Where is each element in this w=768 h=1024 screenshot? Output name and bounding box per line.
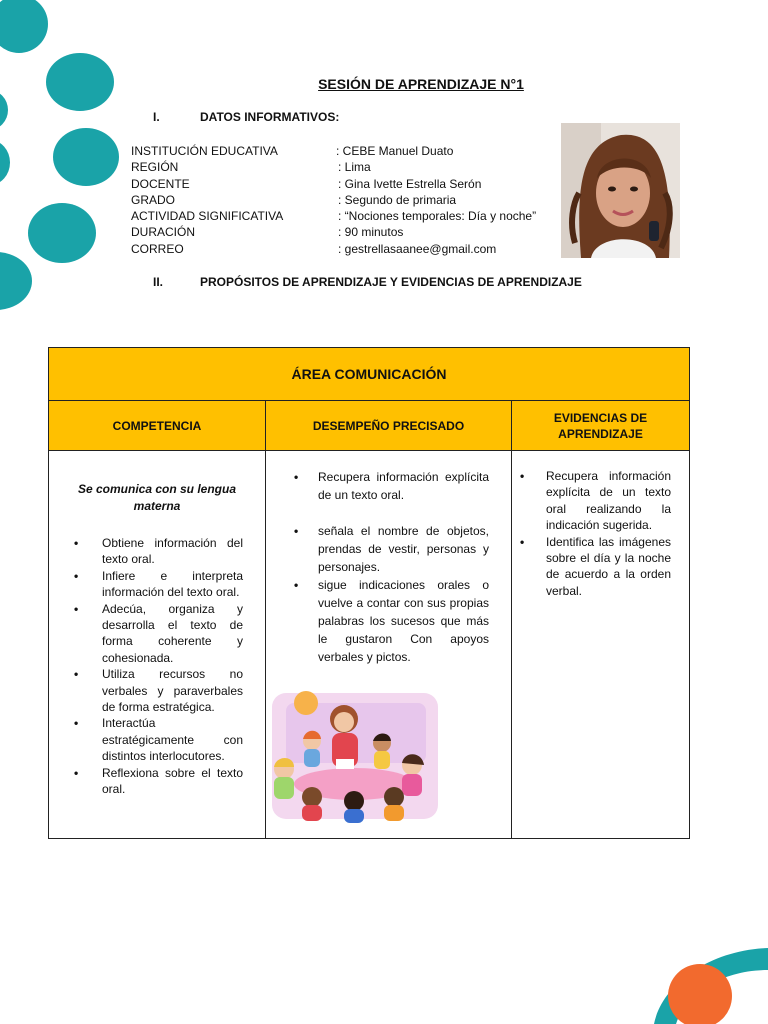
info-label: REGIÓN <box>131 160 179 175</box>
info-label: DOCENTE <box>131 176 190 191</box>
list-item: • Adecúa, organiza y desarrolla el texto de forma coherente y cohesionada. <box>102 601 243 667</box>
list-item: • Identifica las imágenes sobre el día y la noche de acuerdo a la orden verbal. <box>546 534 671 600</box>
info-value: : Lima <box>338 160 371 175</box>
info-label: ACTIVIDAD SIGNIFICATIVA <box>131 209 284 224</box>
info-label: CORREO <box>131 241 184 256</box>
info-value: : CEBE Manuel Duato <box>336 144 454 158</box>
list-item: • Utiliza recursos no verbales y paraverbales de forma estratégica. <box>102 666 243 715</box>
list-item: • sigue indicaciones orales o vuelve a contar con sus propias palabras los sucesos que más le gustaron Con apoyos verbales y pictos. <box>318 576 489 666</box>
page-title: SESIÓN DE APRENDIZAJE N°1 <box>318 76 524 92</box>
section-title: DATOS INFORMATIVOS: <box>200 110 340 124</box>
children-reading-illustration <box>266 689 442 829</box>
info-label: INSTITUCIÓN EDUCATIVA <box>131 144 278 158</box>
decorative-circle <box>0 252 32 310</box>
desempeno-list <box>266 468 511 666</box>
list-item: • Recupera información explícita de un texto oral. <box>318 468 489 504</box>
decorative-circle <box>0 140 10 185</box>
info-value: : Gina Ivette Estrella Serón <box>338 176 482 191</box>
section-title: PROPÓSITOS DE APRENDIZAJE Y EVIDENCIAS DE APRENDIZAJE <box>200 275 582 289</box>
competencia-title: Se comunica con su lengua materna <box>77 482 237 513</box>
column-header-desempeno: DESEMPEÑO PRECISADO <box>266 401 512 451</box>
decorative-corner-graphic <box>640 940 768 1024</box>
section-number: II. <box>153 275 164 289</box>
evidencias-list <box>512 468 689 599</box>
decorative-circle <box>0 0 48 53</box>
competencia-list <box>49 535 265 798</box>
competencia-cell <box>49 451 266 839</box>
list-item: • Interactúa estratégicamente con distintos interlocutores. <box>102 715 243 764</box>
list-item: • Obtiene información del texto oral. <box>102 535 243 568</box>
decorative-circle <box>28 203 96 263</box>
teacher-photo <box>561 123 680 258</box>
list-item: • Recupera información explícita de un texto oral realizando la indicación sugerida. <box>546 468 671 534</box>
evidencias-cell <box>512 451 690 839</box>
decorative-circle <box>53 128 119 186</box>
section-number: I. <box>153 110 160 124</box>
list-item: • señala el nombre de objetos, prendas de vestir, personas y personajes. <box>318 522 489 576</box>
info-value: : Segundo de primaria <box>338 192 457 207</box>
list-item: • Infiere e interpreta información del texto oral. <box>102 568 243 601</box>
column-header-competencia: COMPETENCIA <box>49 401 266 451</box>
column-header-evidencias-text: EVIDENCIAS DE APRENDIZAJE <box>553 410 648 441</box>
learning-purposes-table <box>48 347 690 839</box>
info-value: : “Nociones temporales: Día y noche” <box>338 209 537 224</box>
info-value: : gestrellasaanee@gmail.com <box>338 241 497 256</box>
area-header: ÁREA COMUNICACIÓN <box>49 348 690 401</box>
decorative-circle <box>0 90 8 130</box>
desempeno-cell <box>266 451 512 839</box>
column-header-evidencias <box>512 401 690 451</box>
info-label: GRADO <box>131 192 176 207</box>
info-value: : 90 minutos <box>338 225 404 240</box>
list-item: • Reflexiona sobre el texto oral. <box>102 765 243 798</box>
info-label: DURACIÓN <box>131 225 196 240</box>
